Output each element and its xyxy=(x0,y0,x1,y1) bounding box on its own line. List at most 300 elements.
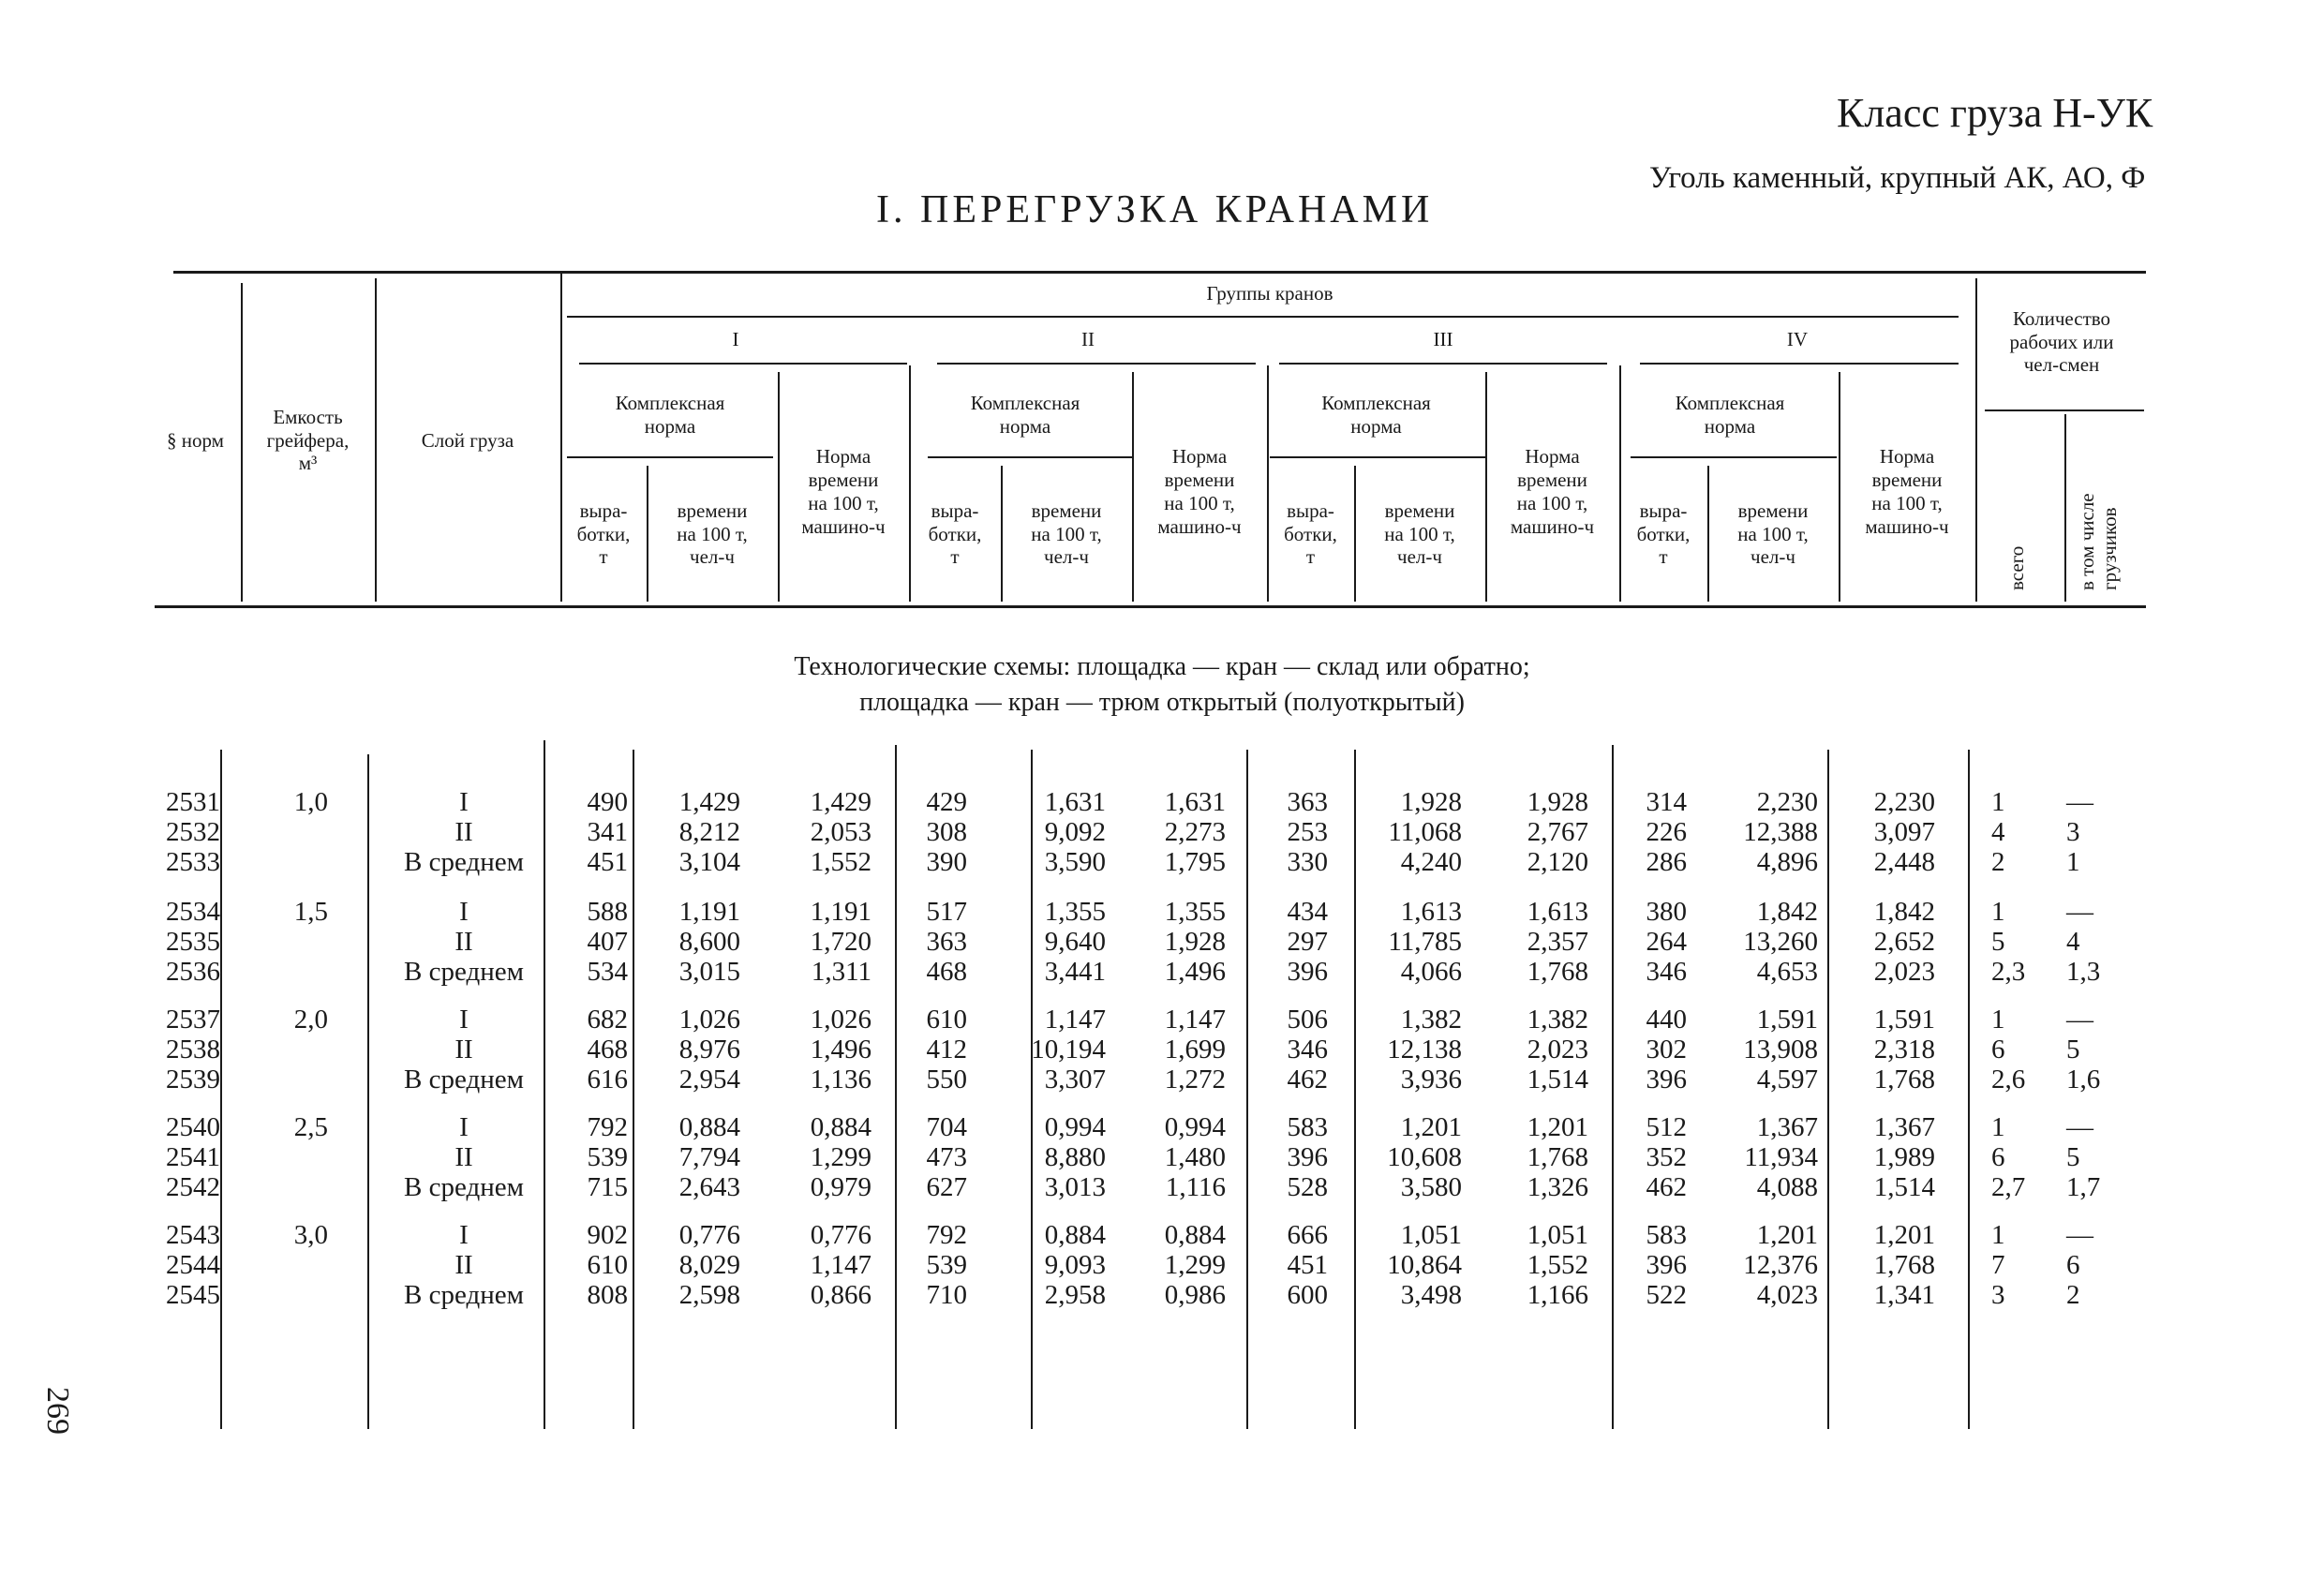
cell-time-iv: 1,842 xyxy=(1756,897,1818,927)
header-output-ii: выра- ботки, т xyxy=(928,499,982,569)
cell-norm-iv: 2,448 xyxy=(1873,847,1935,877)
cell-out-ii: 308 xyxy=(926,817,967,847)
table-row xyxy=(141,1005,2155,1035)
cargo-layer: I xyxy=(459,1005,469,1035)
cell-norm-iv: 2,652 xyxy=(1873,927,1935,957)
cell-norm-i: 1,136 xyxy=(810,1064,872,1094)
cell-out-i: 902 xyxy=(587,1220,628,1250)
grab-capacity: 1,0 xyxy=(293,787,328,817)
cell-norm-iii: 1,382 xyxy=(1527,1005,1588,1035)
table-row xyxy=(141,1142,2155,1172)
cell-time-ii: 0,884 xyxy=(1044,1220,1106,1250)
grab-capacity: 1,5 xyxy=(293,897,328,927)
cargo-layer: I xyxy=(459,787,469,817)
workers-total: 7 xyxy=(1991,1250,2005,1280)
cell-norm-iv: 1,201 xyxy=(1873,1220,1935,1250)
workers-loaders: — xyxy=(2066,1112,2093,1142)
cell-time-i: 1,191 xyxy=(678,897,740,927)
header-norm: § норм xyxy=(167,428,224,452)
cell-out-iii: 583 xyxy=(1287,1112,1328,1142)
cargo-description: Уголь каменный, крупный АК, АО, Ф xyxy=(1649,161,2146,195)
cell-time-iv: 12,376 xyxy=(1743,1250,1818,1280)
norm-number: 2541 xyxy=(166,1142,220,1172)
cell-out-iv: 314 xyxy=(1646,787,1687,817)
cargo-layer: II xyxy=(454,1035,473,1064)
cell-time-i: 2,954 xyxy=(678,1064,740,1094)
grab-capacity: 3,0 xyxy=(293,1220,328,1250)
workers-loaders: — xyxy=(2066,897,2093,927)
cell-time-ii: 2,958 xyxy=(1044,1280,1106,1310)
cell-norm-iii: 2,023 xyxy=(1527,1035,1588,1064)
cell-out-iv: 522 xyxy=(1646,1280,1687,1310)
cargo-layer: I xyxy=(459,897,469,927)
cell-time-iii: 1,051 xyxy=(1400,1220,1462,1250)
table-row xyxy=(141,847,2155,877)
cargo-layer: В среднем xyxy=(404,847,524,877)
cell-norm-ii: 1,496 xyxy=(1164,957,1226,987)
cell-time-i: 2,598 xyxy=(678,1280,740,1310)
norm-number: 2534 xyxy=(166,897,220,927)
cell-norm-iii: 1,514 xyxy=(1527,1064,1588,1094)
technological-schemes xyxy=(0,649,2324,721)
cell-out-iii: 330 xyxy=(1287,847,1328,877)
cell-out-iv: 286 xyxy=(1646,847,1687,877)
cell-time-iv: 13,260 xyxy=(1743,927,1818,957)
cell-out-iv: 302 xyxy=(1646,1035,1687,1064)
cell-time-ii: 1,147 xyxy=(1044,1005,1106,1035)
table-row xyxy=(141,1064,2155,1094)
norm-number: 2545 xyxy=(166,1280,220,1310)
cell-out-iii: 462 xyxy=(1287,1064,1328,1094)
cell-out-i: 610 xyxy=(587,1250,628,1280)
cell-time-ii: 9,640 xyxy=(1044,927,1106,957)
cell-out-iv: 396 xyxy=(1646,1064,1687,1094)
workers-loaders: 1,6 xyxy=(2066,1064,2101,1094)
cell-norm-iv: 1,989 xyxy=(1873,1142,1935,1172)
cell-time-i: 2,643 xyxy=(678,1172,740,1202)
cell-out-iii: 253 xyxy=(1287,817,1328,847)
cell-norm-iii: 1,326 xyxy=(1527,1172,1588,1202)
cell-time-iii: 10,608 xyxy=(1387,1142,1462,1172)
cell-out-ii: 429 xyxy=(926,787,967,817)
norm-number: 2543 xyxy=(166,1220,220,1250)
cell-time-ii: 3,307 xyxy=(1044,1064,1106,1094)
cell-norm-iii: 1,928 xyxy=(1527,787,1588,817)
cell-out-iii: 346 xyxy=(1287,1035,1328,1064)
cell-out-i: 341 xyxy=(587,817,628,847)
cell-out-i: 490 xyxy=(587,787,628,817)
cell-norm-iii: 1,613 xyxy=(1527,897,1588,927)
cell-norm-ii: 1,631 xyxy=(1164,787,1226,817)
cell-out-iii: 451 xyxy=(1287,1250,1328,1280)
workers-total: 3 xyxy=(1991,1280,2005,1310)
cell-out-ii: 792 xyxy=(926,1220,967,1250)
cell-time-i: 8,600 xyxy=(678,927,740,957)
cell-time-ii: 8,880 xyxy=(1044,1142,1106,1172)
schemes-line-1: Технологические схемы: площадка — кран — склад или обратно; xyxy=(794,652,1530,681)
cargo-layer: II xyxy=(454,1250,473,1280)
workers-loaders: 6 xyxy=(2066,1250,2080,1280)
cell-norm-ii: 0,884 xyxy=(1164,1220,1226,1250)
cell-norm-ii: 2,273 xyxy=(1164,817,1226,847)
cargo-layer: I xyxy=(459,1220,469,1250)
norm-number: 2536 xyxy=(166,957,220,987)
table-row xyxy=(141,1035,2155,1064)
header-group-iv: IV xyxy=(1786,327,1809,350)
workers-total: 6 xyxy=(1991,1142,2005,1172)
header-layer: Слой груза xyxy=(421,428,514,452)
cell-out-i: 588 xyxy=(587,897,628,927)
cell-out-i: 451 xyxy=(587,847,628,877)
cell-out-ii: 390 xyxy=(926,847,967,877)
cell-time-iii: 1,928 xyxy=(1400,787,1462,817)
cargo-layer: В среднем xyxy=(404,1280,524,1310)
header-time-ii: времени на 100 т, чел-ч xyxy=(1031,499,1102,569)
cell-out-iii: 363 xyxy=(1287,787,1328,817)
grab-capacity: 2,0 xyxy=(293,1005,328,1035)
cell-out-i: 682 xyxy=(587,1005,628,1035)
cell-time-i: 8,976 xyxy=(678,1035,740,1064)
crane-groups-rule xyxy=(567,316,1959,318)
norm-number: 2538 xyxy=(166,1035,220,1064)
cell-out-ii: 517 xyxy=(926,897,967,927)
header-time-i: времени на 100 т, чел-ч xyxy=(677,499,748,569)
workers-loaders: — xyxy=(2066,787,2093,817)
cell-norm-i: 0,776 xyxy=(810,1220,872,1250)
norm-number: 2542 xyxy=(166,1172,220,1202)
header-complex-norm-iv: Комплексная норма xyxy=(1675,392,1785,438)
cell-norm-iv: 3,097 xyxy=(1873,817,1935,847)
cell-norm-iv: 1,768 xyxy=(1873,1064,1935,1094)
cargo-layer: В среднем xyxy=(404,1172,524,1202)
schemes-line-2: площадка — кран — трюм открытый (полуоткрытый) xyxy=(859,687,1465,717)
cell-time-ii: 10,194 xyxy=(1031,1035,1106,1064)
cell-time-iv: 4,597 xyxy=(1756,1064,1818,1094)
cell-time-iv: 4,023 xyxy=(1756,1280,1818,1310)
cell-norm-iv: 2,230 xyxy=(1873,787,1935,817)
cell-time-ii: 9,092 xyxy=(1044,817,1106,847)
complex-iii-rule xyxy=(1270,456,1485,458)
cell-norm-i: 1,552 xyxy=(810,847,872,877)
group-i-rule xyxy=(579,363,907,365)
workers-loaders: 3 xyxy=(2066,817,2080,847)
cell-norm-iii: 2,120 xyxy=(1527,847,1588,877)
cell-time-ii: 0,994 xyxy=(1044,1112,1106,1142)
cell-time-iv: 4,088 xyxy=(1756,1172,1818,1202)
cell-time-iv: 1,201 xyxy=(1756,1220,1818,1250)
cell-out-ii: 710 xyxy=(926,1280,967,1310)
workers-loaders: 4 xyxy=(2066,927,2080,957)
cell-out-ii: 539 xyxy=(926,1250,967,1280)
workers-total: 2,7 xyxy=(1991,1172,2026,1202)
cell-time-i: 0,884 xyxy=(678,1112,740,1142)
cell-out-iv: 512 xyxy=(1646,1112,1687,1142)
cell-time-ii: 3,590 xyxy=(1044,847,1106,877)
cell-norm-iv: 1,768 xyxy=(1873,1250,1935,1280)
cell-out-ii: 468 xyxy=(926,957,967,987)
cell-time-i: 1,026 xyxy=(678,1005,740,1035)
cell-norm-i: 1,429 xyxy=(810,787,872,817)
header-output-iii: выра- ботки, т xyxy=(1284,499,1337,569)
table-row xyxy=(141,1220,2155,1250)
cell-norm-ii: 1,928 xyxy=(1164,927,1226,957)
cell-out-iii: 600 xyxy=(1287,1280,1328,1310)
workers-loaders: 1,7 xyxy=(2066,1172,2101,1202)
group-iii-rule xyxy=(1279,363,1607,365)
cell-out-iii: 528 xyxy=(1287,1172,1328,1202)
cell-norm-ii: 1,299 xyxy=(1164,1250,1226,1280)
table-row xyxy=(141,1250,2155,1280)
cell-norm-iv: 1,591 xyxy=(1873,1005,1935,1035)
cell-time-i: 8,029 xyxy=(678,1250,740,1280)
cell-norm-ii: 0,994 xyxy=(1164,1112,1226,1142)
cell-out-i: 534 xyxy=(587,957,628,987)
table-row xyxy=(141,957,2155,987)
header-output-i: выра- ботки, т xyxy=(576,499,631,569)
table-top-rule xyxy=(173,271,2146,274)
cargo-layer: II xyxy=(454,927,473,957)
cell-out-ii: 550 xyxy=(926,1064,967,1094)
cell-time-iv: 13,908 xyxy=(1743,1035,1818,1064)
cell-time-i: 7,794 xyxy=(678,1142,740,1172)
norm-number: 2533 xyxy=(166,847,220,877)
header-time-norm-i: Норма времени на 100 т, машино-ч xyxy=(801,445,886,538)
workers-total: 1 xyxy=(1991,1220,2005,1250)
table-row xyxy=(141,1112,2155,1142)
cell-norm-i: 0,884 xyxy=(810,1112,872,1142)
cell-out-iii: 506 xyxy=(1287,1005,1328,1035)
norm-number: 2535 xyxy=(166,927,220,957)
cell-norm-ii: 1,699 xyxy=(1164,1035,1226,1064)
cell-out-ii: 363 xyxy=(926,927,967,957)
cell-time-iii: 1,613 xyxy=(1400,897,1462,927)
norm-number: 2531 xyxy=(166,787,220,817)
table-row xyxy=(141,1172,2155,1202)
header-time-iv: времени на 100 т, чел-ч xyxy=(1737,499,1809,569)
cell-out-ii: 704 xyxy=(926,1112,967,1142)
header-workers: Количество рабочих или чел-смен xyxy=(2009,306,2114,377)
cell-time-iii: 3,936 xyxy=(1400,1064,1462,1094)
cell-norm-iii: 1,051 xyxy=(1527,1220,1588,1250)
cell-norm-ii: 1,355 xyxy=(1164,897,1226,927)
cell-norm-i: 1,299 xyxy=(810,1142,872,1172)
cell-out-i: 407 xyxy=(587,927,628,957)
header-output-iv: выра- ботки, т xyxy=(1636,499,1691,569)
grab-capacity: 2,5 xyxy=(293,1112,328,1142)
table-header-bottom-rule xyxy=(155,605,2146,608)
header-group-ii: II xyxy=(1081,327,1095,350)
cell-time-ii: 1,631 xyxy=(1044,787,1106,817)
cell-time-iv: 2,230 xyxy=(1756,787,1818,817)
cell-time-iv: 1,367 xyxy=(1756,1112,1818,1142)
cargo-layer: II xyxy=(454,1142,473,1172)
cell-out-iv: 583 xyxy=(1646,1220,1687,1250)
header-crane-groups: Группы кранов xyxy=(1206,281,1333,305)
page-number: 269 xyxy=(40,1387,75,1435)
header-group-iii: III xyxy=(1433,327,1453,350)
workers-total: 2,3 xyxy=(1991,957,2026,987)
table-row xyxy=(141,1280,2155,1310)
header-capacity: Емкость грейфера, м³ xyxy=(266,405,350,475)
cell-out-ii: 610 xyxy=(926,1005,967,1035)
cell-norm-i: 2,053 xyxy=(810,817,872,847)
norm-number: 2539 xyxy=(166,1064,220,1094)
cell-norm-ii: 1,272 xyxy=(1164,1064,1226,1094)
cell-time-iii: 3,498 xyxy=(1400,1280,1462,1310)
cell-time-iii: 4,066 xyxy=(1400,957,1462,987)
cell-norm-iv: 1,842 xyxy=(1873,897,1935,927)
norm-number: 2540 xyxy=(166,1112,220,1142)
table-row xyxy=(141,787,2155,817)
cell-out-iv: 440 xyxy=(1646,1005,1687,1035)
workers-loaders: — xyxy=(2066,1005,2093,1035)
cell-out-iii: 434 xyxy=(1287,897,1328,927)
header-total: всего xyxy=(2005,545,2028,590)
cell-out-iv: 396 xyxy=(1646,1250,1687,1280)
header-loaders: в том числе грузчиков xyxy=(2076,493,2122,590)
cell-norm-ii: 1,480 xyxy=(1164,1142,1226,1172)
group-iv-rule xyxy=(1640,363,1959,365)
cell-norm-i: 1,720 xyxy=(810,927,872,957)
cell-norm-iii: 2,767 xyxy=(1527,817,1588,847)
cell-norm-ii: 0,986 xyxy=(1164,1280,1226,1310)
cell-norm-iii: 1,768 xyxy=(1527,1142,1588,1172)
complex-i-rule xyxy=(567,456,773,458)
cell-time-iii: 3,580 xyxy=(1400,1172,1462,1202)
cell-out-iv: 380 xyxy=(1646,897,1687,927)
header-time-norm-iv: Норма времени на 100 т, машино-ч xyxy=(1865,445,1949,538)
cell-norm-i: 1,147 xyxy=(810,1250,872,1280)
cell-norm-iv: 1,514 xyxy=(1873,1172,1935,1202)
cell-out-i: 808 xyxy=(587,1280,628,1310)
cell-norm-iii: 1,166 xyxy=(1527,1280,1588,1310)
cell-out-i: 468 xyxy=(587,1035,628,1064)
workers-total: 2 xyxy=(1991,847,2005,877)
workers-total: 6 xyxy=(1991,1035,2005,1064)
workers-total: 5 xyxy=(1991,927,2005,957)
cell-norm-ii: 1,116 xyxy=(1165,1172,1226,1202)
cell-norm-i: 1,311 xyxy=(811,957,872,987)
cell-out-iii: 666 xyxy=(1287,1220,1328,1250)
cell-out-ii: 473 xyxy=(926,1142,967,1172)
header-time-norm-ii: Норма времени на 100 т, машино-ч xyxy=(1157,445,1242,538)
table-row xyxy=(141,927,2155,957)
cell-time-iii: 12,138 xyxy=(1387,1035,1462,1064)
header-complex-norm-i: Комплексная норма xyxy=(615,392,725,438)
workers-loaders: 5 xyxy=(2066,1035,2080,1064)
cell-time-ii: 9,093 xyxy=(1044,1250,1106,1280)
cell-time-iii: 10,864 xyxy=(1387,1250,1462,1280)
workers-loaders: — xyxy=(2066,1220,2093,1250)
cell-time-i: 3,104 xyxy=(678,847,740,877)
cargo-layer: II xyxy=(454,817,473,847)
cargo-layer: В среднем xyxy=(404,1064,524,1094)
cell-out-ii: 627 xyxy=(926,1172,967,1202)
cell-norm-iii: 1,201 xyxy=(1527,1112,1588,1142)
cell-norm-i: 1,496 xyxy=(810,1035,872,1064)
cell-out-i: 616 xyxy=(587,1064,628,1094)
group-ii-rule xyxy=(937,363,1256,365)
cell-time-ii: 1,355 xyxy=(1044,897,1106,927)
workers-loaders: 5 xyxy=(2066,1142,2080,1172)
norm-number: 2544 xyxy=(166,1250,220,1280)
cell-time-iv: 12,388 xyxy=(1743,817,1818,847)
complex-iv-rule xyxy=(1631,456,1837,458)
cell-norm-iii: 2,357 xyxy=(1527,927,1588,957)
cell-time-i: 1,429 xyxy=(678,787,740,817)
workers-total: 1 xyxy=(1991,1005,2005,1035)
workers-loaders: 2 xyxy=(2066,1280,2080,1310)
cell-time-iii: 1,382 xyxy=(1400,1005,1462,1035)
cell-norm-i: 0,866 xyxy=(810,1280,872,1310)
cell-norm-iv: 1,367 xyxy=(1873,1112,1935,1142)
workers-loaders: 1,3 xyxy=(2066,957,2101,987)
cell-norm-iii: 1,552 xyxy=(1527,1250,1588,1280)
complex-ii-rule xyxy=(928,456,1134,458)
norm-number: 2537 xyxy=(166,1005,220,1035)
cell-out-iii: 396 xyxy=(1287,957,1328,987)
cell-norm-iv: 1,341 xyxy=(1873,1280,1935,1310)
table-row xyxy=(141,817,2155,847)
workers-total: 1 xyxy=(1991,897,2005,927)
workers-total: 2,6 xyxy=(1991,1064,2026,1094)
cell-out-iv: 352 xyxy=(1646,1142,1687,1172)
header-complex-norm-ii: Комплексная норма xyxy=(970,392,1080,438)
header-group-i: I xyxy=(732,327,739,350)
cell-time-iii: 11,068 xyxy=(1388,817,1462,847)
cell-time-i: 8,212 xyxy=(678,817,740,847)
cell-time-ii: 3,013 xyxy=(1044,1172,1106,1202)
cell-out-iv: 226 xyxy=(1646,817,1687,847)
workers-loaders: 1 xyxy=(2066,847,2080,877)
cell-norm-ii: 1,147 xyxy=(1164,1005,1226,1035)
cargo-layer: I xyxy=(459,1112,469,1142)
norm-number: 2532 xyxy=(166,817,220,847)
cell-time-iii: 11,785 xyxy=(1388,927,1462,957)
cell-norm-iii: 1,768 xyxy=(1527,957,1588,987)
workers-total: 4 xyxy=(1991,817,2005,847)
header-time-norm-iii: Норма времени на 100 т, машино-ч xyxy=(1510,445,1595,538)
cell-time-iv: 11,934 xyxy=(1744,1142,1818,1172)
header-time-iii: времени на 100 т, чел-ч xyxy=(1384,499,1455,569)
cell-out-i: 539 xyxy=(587,1142,628,1172)
col-divider-workers xyxy=(2064,414,2066,602)
cell-time-iv: 1,591 xyxy=(1756,1005,1818,1035)
cell-out-iv: 346 xyxy=(1646,957,1687,987)
table-row xyxy=(141,897,2155,927)
workers-total: 1 xyxy=(1991,1112,2005,1142)
cell-norm-i: 1,191 xyxy=(810,897,872,927)
cell-norm-iv: 2,318 xyxy=(1873,1035,1935,1064)
cell-out-i: 792 xyxy=(587,1112,628,1142)
cell-time-ii: 3,441 xyxy=(1044,957,1106,987)
cell-out-iv: 462 xyxy=(1646,1172,1687,1202)
cell-time-iii: 1,201 xyxy=(1400,1112,1462,1142)
cell-time-i: 0,776 xyxy=(678,1220,740,1250)
cell-time-iii: 4,240 xyxy=(1400,847,1462,877)
cell-time-i: 3,015 xyxy=(678,957,740,987)
cell-norm-i: 1,026 xyxy=(810,1005,872,1035)
cargo-class-title: Класс груза Н-УК xyxy=(1837,90,2153,136)
cell-norm-i: 0,979 xyxy=(810,1172,872,1202)
cell-out-ii: 412 xyxy=(926,1035,967,1064)
cell-norm-ii: 1,795 xyxy=(1164,847,1226,877)
cell-out-iii: 396 xyxy=(1287,1142,1328,1172)
cell-out-i: 715 xyxy=(587,1172,628,1202)
cell-time-iv: 4,653 xyxy=(1756,957,1818,987)
cell-norm-iv: 2,023 xyxy=(1873,957,1935,987)
section-title: I. ПЕРЕГРУЗКА КРАНАМИ xyxy=(876,188,1434,231)
